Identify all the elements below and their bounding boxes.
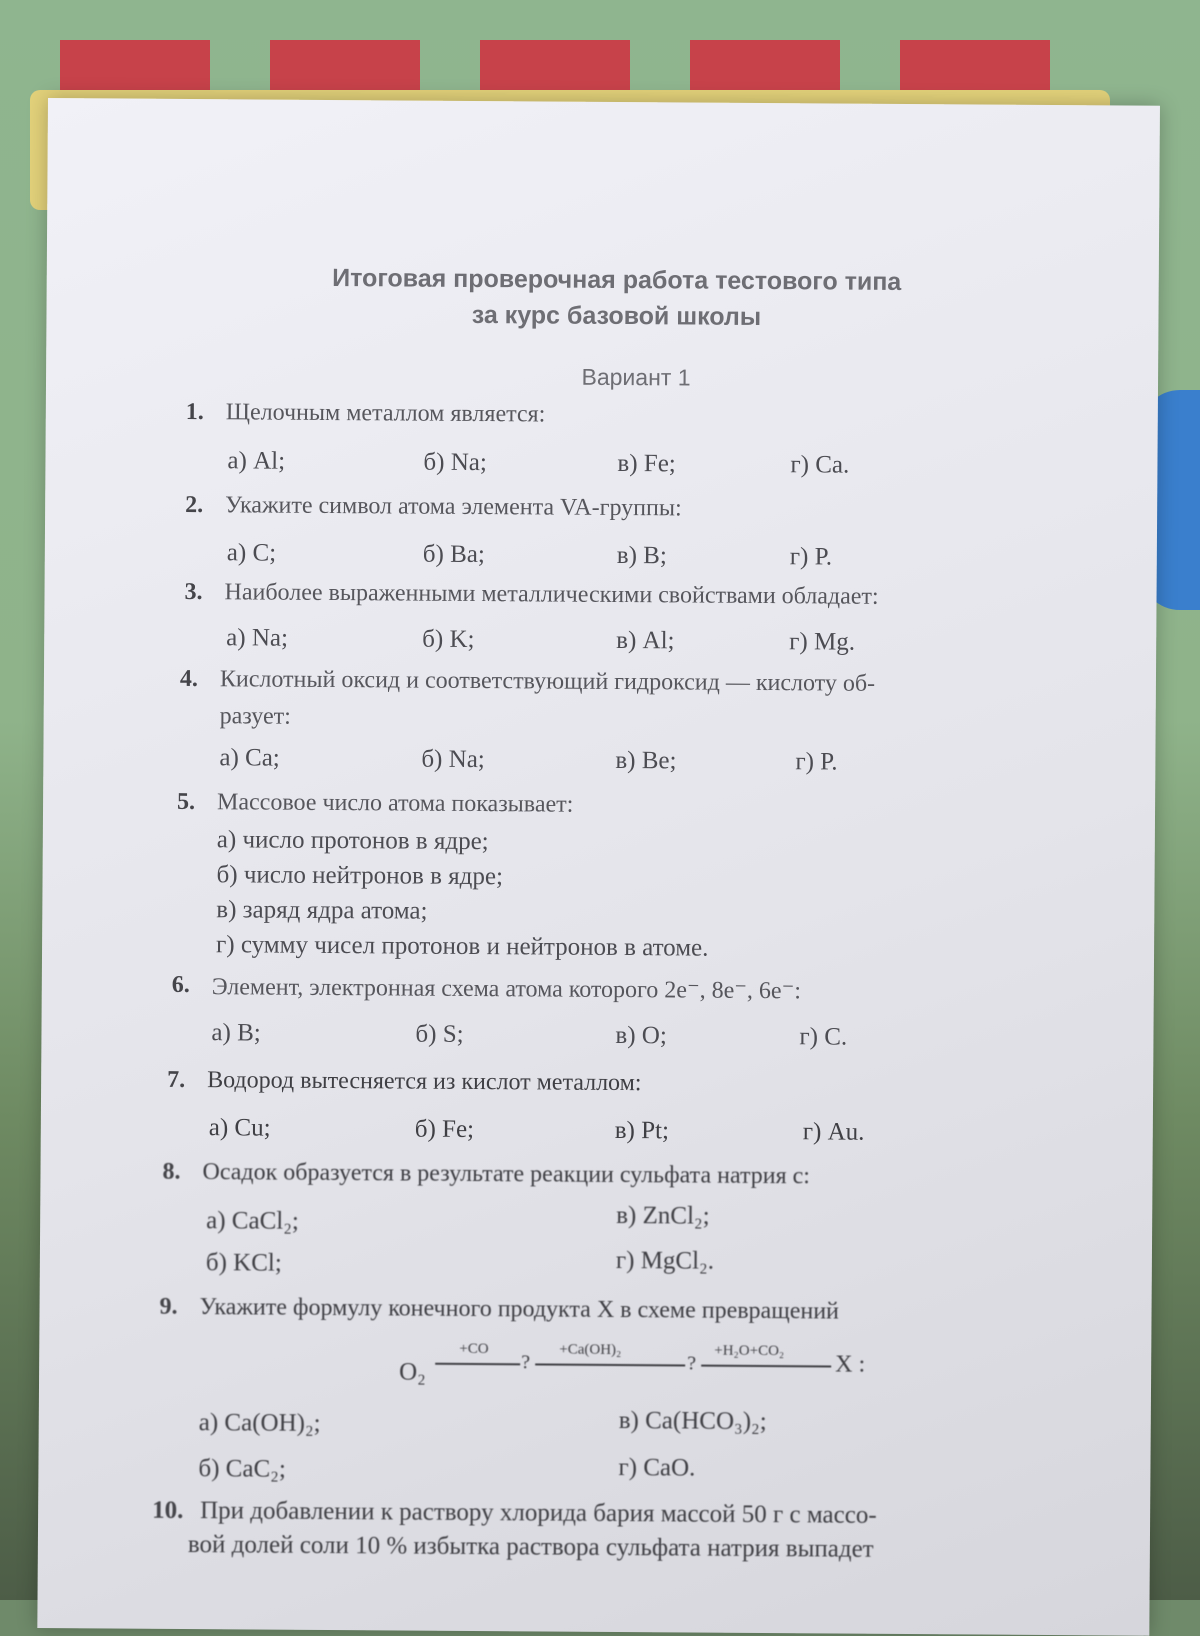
arrow-1 <box>435 1363 520 1366</box>
question-text: Наиболее выраженными металлическими свойствами обладает: <box>224 579 879 610</box>
option-a: а) Al; <box>227 447 286 475</box>
option-c: в) Ca(HCO₃)₂; <box>618 1407 767 1436</box>
option-b: б) Ba; <box>422 540 485 569</box>
scheme-reagent-3: +H₂O+CO₂ <box>714 1342 785 1360</box>
page-title <box>166 259 1066 337</box>
question-text-continued: разует: <box>219 703 291 730</box>
scheme-start: O₂ <box>399 1358 426 1386</box>
question-text: Кислотный оксид и соответствующий гидроксид — кислоту об- <box>219 666 876 697</box>
option-a: а) Cu; <box>208 1114 271 1142</box>
question-number: 1. <box>185 398 204 426</box>
question-number: 5. <box>176 788 196 816</box>
transformation-scheme <box>399 1340 899 1393</box>
question-text-continued: вой долей соли 10 % избытка раствора сульфата натрия выпадет <box>187 1531 874 1563</box>
option-a: а) B; <box>211 1019 261 1047</box>
option-d: г) P. <box>789 543 833 571</box>
scheme-reagent-2: +Ca(OH)₂ <box>559 1341 622 1359</box>
question-number: 9. <box>159 1293 178 1320</box>
scheme-end: X : <box>835 1351 866 1378</box>
arrow-3 <box>701 1365 831 1368</box>
option-b: б) K; <box>422 625 475 653</box>
option-a: а) Ca(OH)₂; <box>198 1409 321 1437</box>
question-number: 3. <box>184 578 203 606</box>
question-number: 6. <box>171 971 190 999</box>
option-b: б) CaC₂; <box>198 1455 286 1483</box>
question-number: 10. <box>152 1496 184 1524</box>
question-text: Водород вытесняется из кислот металлом: <box>207 1067 642 1097</box>
question-text: Щелочным металлом является: <box>225 399 546 428</box>
option-c: в) Fe; <box>617 449 676 478</box>
option-c: в) B; <box>616 541 667 570</box>
option-d: г) сумму чисел протонов и нейтронов в атоме. <box>215 931 709 962</box>
option-b: б) число нейтронов в ядре; <box>216 861 504 891</box>
option-c: в) Be; <box>615 746 677 775</box>
option-d: г) CaO. <box>618 1454 696 1482</box>
scheme-mid-2: ? <box>687 1352 697 1375</box>
title-line-2: за курс базовой школы <box>471 300 762 331</box>
title-line-1: Итоговая проверочная работа тестового типа <box>332 263 902 296</box>
scheme-mid-1: ? <box>521 1351 531 1374</box>
question-number: 8. <box>162 1158 181 1185</box>
option-c: в) O; <box>615 1021 667 1050</box>
question-number: 2. <box>185 491 204 519</box>
option-a: а) Ca; <box>219 744 280 772</box>
option-d: г) Ca. <box>790 451 850 479</box>
option-a: а) CaCl₂; <box>206 1207 299 1235</box>
question-number: 4. <box>179 665 199 693</box>
option-b: б) S; <box>415 1020 464 1048</box>
question-text: Укажите формулу конечного продукта X в схеме превращений <box>199 1294 840 1325</box>
option-d: г) C. <box>799 1023 848 1051</box>
test-paper-sheet <box>37 98 1160 1636</box>
option-d: г) P. <box>795 748 838 776</box>
option-a: а) Na; <box>226 624 289 652</box>
option-c: в) Al; <box>616 626 675 655</box>
option-a: а) число протонов в ядре; <box>216 826 489 856</box>
option-d: г) Mg. <box>789 628 856 656</box>
option-b: б) Fe; <box>414 1115 475 1143</box>
option-b: б) Na; <box>423 448 487 477</box>
question-number: 7. <box>167 1066 186 1093</box>
question-text: Укажите символ атома элемента VA-группы: <box>225 492 682 522</box>
option-c: в) ZnCl₂; <box>616 1201 710 1230</box>
variant-label: Вариант 1 <box>581 363 691 391</box>
question-text: Массовое число атома показывает: <box>216 789 574 818</box>
question-text: При добавлении к раствору хлорида бария массой 50 г с массо- <box>200 1497 877 1529</box>
option-a: а) C; <box>226 539 277 567</box>
question-text: Элемент, электронная схема атома которого 2e⁻, 8e⁻, 6e⁻: <box>211 974 802 1005</box>
option-c: в) Pt; <box>614 1116 670 1145</box>
option-b: б) KCl; <box>205 1249 282 1277</box>
question-text: Осадок образуется в результате реакции сульфата натрия с: <box>202 1159 811 1190</box>
option-d: г) MgCl₂. <box>615 1246 715 1275</box>
option-c: в) заряд ядра атома; <box>216 896 428 925</box>
arrow-2 <box>535 1363 685 1366</box>
option-d: г) Au. <box>802 1118 865 1146</box>
option-b: б) Na; <box>421 745 485 774</box>
scheme-reagent-1: +CO <box>459 1340 489 1358</box>
